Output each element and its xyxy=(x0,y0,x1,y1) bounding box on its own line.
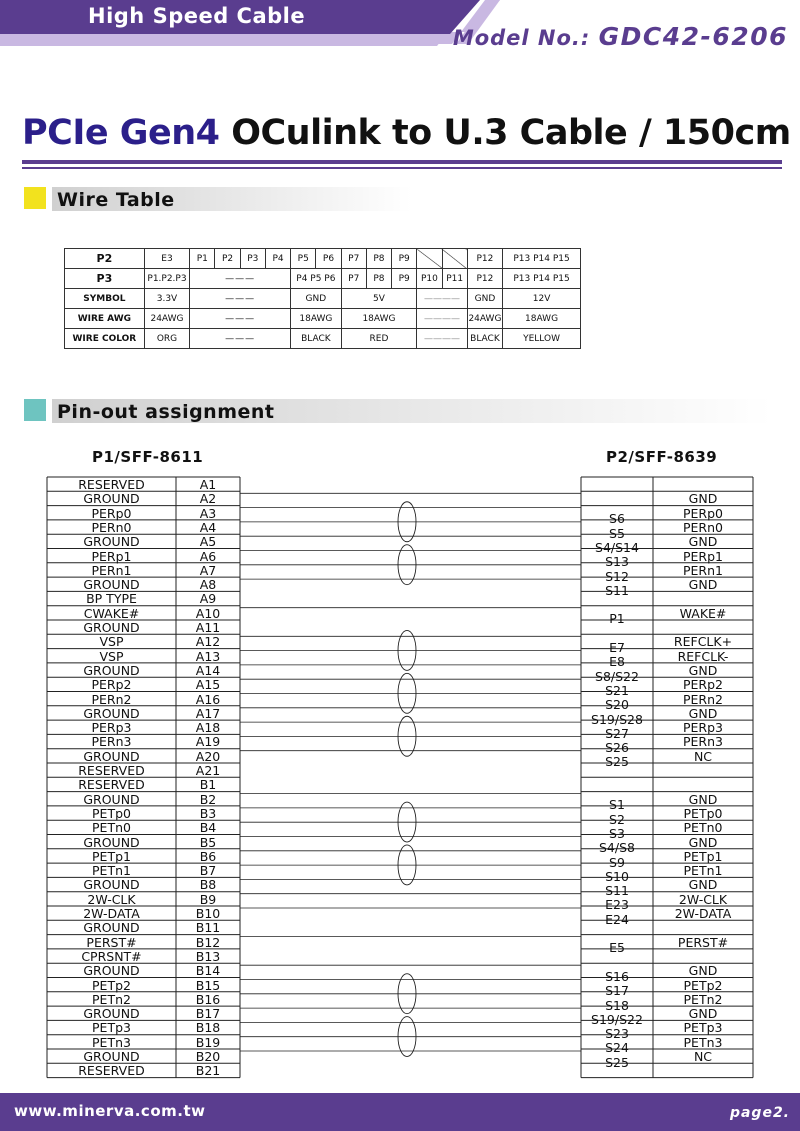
p2-pin: S25 xyxy=(605,1054,629,1070)
p1-signal-name: PERn2 xyxy=(91,691,132,707)
p1-pin: B9 xyxy=(199,891,217,907)
p1-signal-name: PERp0 xyxy=(91,505,132,521)
p2-pin: S26 xyxy=(605,740,629,756)
page-title-rest: OCulink to U.3 Cable / 150cm xyxy=(231,113,791,153)
model-number: GDC42-6206 xyxy=(598,22,788,51)
p2-signal-name: GND xyxy=(688,877,718,893)
p1-pin: A14 xyxy=(195,662,221,678)
p1-pin: B14 xyxy=(195,963,221,979)
p2-signal-name: PETn2 xyxy=(683,991,723,1007)
p1-signal-name: PETp0 xyxy=(92,805,131,821)
p1-signal-name: GROUND xyxy=(83,620,140,635)
p1-pin: A3 xyxy=(199,505,217,521)
p1-signal-name: GROUND xyxy=(83,534,140,550)
p1-signal-name: CWAKE# xyxy=(83,605,140,621)
p2-signal-name: REFCLK- xyxy=(677,648,729,664)
p2-connector-title: P2/SFF-8639 xyxy=(606,448,718,466)
header-title: High Speed Cable xyxy=(88,4,306,28)
cell: ——— xyxy=(190,309,291,329)
p2-pin: S19/S22 xyxy=(591,1011,643,1027)
p2-pin: S8/S22 xyxy=(595,668,639,684)
p2-signal-name: GND xyxy=(688,1006,718,1022)
p1-pin: B13 xyxy=(195,948,221,964)
p2-pin: S19/S28 xyxy=(591,711,643,727)
cell: P3 xyxy=(240,249,265,269)
row-label: P2 xyxy=(65,249,145,269)
p2-signal-name: PETn1 xyxy=(683,863,723,879)
p2-signal-name: 2W-DATA xyxy=(674,906,732,921)
p1-pin: B6 xyxy=(199,848,217,864)
p2-pin: S24 xyxy=(605,1040,629,1056)
p2-pin: S16 xyxy=(605,968,629,984)
p2-signal-name: PERp1 xyxy=(682,548,723,564)
p1-pin: A8 xyxy=(199,577,217,593)
p1-pin: A2 xyxy=(199,491,217,507)
p1-signal-name: GROUND xyxy=(83,834,140,850)
p1-signal-name: RESERVED xyxy=(78,777,145,793)
p1-pin: A6 xyxy=(199,548,217,564)
cell: YELLOW xyxy=(503,329,581,349)
cell: ———— xyxy=(417,329,467,349)
cell: ——— xyxy=(190,289,291,309)
p2-pin: S9 xyxy=(609,854,625,870)
p1-signal-name: PETp3 xyxy=(92,1020,131,1036)
p2-pin: E5 xyxy=(609,940,625,956)
cell: GND xyxy=(467,289,502,309)
p2-pin: S21 xyxy=(605,682,629,698)
cell: P7 xyxy=(341,269,366,289)
p2-signal-name: PERp2 xyxy=(682,677,723,693)
p2-signal-name: PERn0 xyxy=(683,519,723,535)
cell: 18AWG xyxy=(503,309,581,329)
row-label: WIRE COLOR xyxy=(65,329,145,349)
p1-signal-name: PERn1 xyxy=(91,562,132,578)
p1-pin: A15 xyxy=(195,677,221,693)
p1-pin: B21 xyxy=(195,1063,221,1079)
cell: P12 xyxy=(467,249,502,269)
p1-pin: A5 xyxy=(199,534,217,550)
cell: P1 xyxy=(190,249,215,269)
p2-signal-name: GND xyxy=(688,491,718,507)
p2-pin: S23 xyxy=(605,1026,629,1042)
p1-signal-name: VSP xyxy=(99,648,124,664)
p1-signal-name: GROUND xyxy=(83,877,140,893)
p1-pin: B8 xyxy=(199,877,217,893)
p1-signal-name: GROUND xyxy=(83,1006,140,1022)
p1-signal-name: PERp1 xyxy=(91,548,132,564)
p1-signal-name: GROUND xyxy=(83,662,140,678)
p2-signal-name: GND xyxy=(688,577,718,593)
p1-signal-name: RESERVED xyxy=(78,1063,145,1079)
p1-pin: A11 xyxy=(195,620,221,635)
cell: ——— xyxy=(190,329,291,349)
p1-pin: A7 xyxy=(199,562,217,578)
p1-signal-name: RESERVED xyxy=(78,477,145,492)
cell: P6 xyxy=(316,249,341,269)
p1-signal-name: PETn1 xyxy=(92,863,131,879)
wire-table-section-title: Wire Table xyxy=(57,189,175,211)
p1-signal-name: PERn3 xyxy=(91,734,132,750)
p1-pin: B16 xyxy=(195,991,221,1007)
p2-pin: S17 xyxy=(605,983,629,999)
p2-pin: S27 xyxy=(605,725,629,741)
cell: RED xyxy=(341,329,417,349)
cell: P13 P14 P15 xyxy=(503,249,581,269)
p2-pin: S4/S8 xyxy=(599,840,635,856)
p2-pin: S12 xyxy=(605,568,629,584)
p2-pin: E24 xyxy=(605,911,629,927)
p2-signal-name: GND xyxy=(688,662,718,678)
cell: P5 xyxy=(291,249,316,269)
p1-pin: A1 xyxy=(199,477,217,492)
p1-signal-name: BP TYPE xyxy=(86,591,137,607)
p1-pin: A19 xyxy=(195,734,221,750)
cell: BLACK xyxy=(467,329,502,349)
cell: ——— xyxy=(190,269,291,289)
p1-signal-name: 2W-CLK xyxy=(87,891,136,907)
p1-signal-name: PETp1 xyxy=(92,848,131,864)
model-label: Model No.: xyxy=(452,26,591,50)
p1-pin: A10 xyxy=(195,605,221,621)
p2-signal-name: 2W-CLK xyxy=(678,891,728,907)
p1-signal-name: GROUND xyxy=(83,577,140,593)
p1-pin: B2 xyxy=(199,791,217,807)
p2-pin: S10 xyxy=(605,868,629,884)
cell: P4 P5 P6 xyxy=(291,269,341,289)
p1-signal-name: PETn3 xyxy=(92,1034,131,1050)
p1-signal-name: PERp2 xyxy=(91,677,132,693)
cell: 5V xyxy=(341,289,417,309)
cell: ———— xyxy=(417,309,467,329)
p2-signal-name: PETn3 xyxy=(683,1034,723,1050)
p1-connector-title: P1/SFF-8611 xyxy=(92,448,204,466)
cell: GND xyxy=(291,289,341,309)
p1-signal-name: PETn0 xyxy=(92,820,131,836)
footer-url[interactable]: www.minerva.com.tw xyxy=(14,1102,206,1120)
p1-signal-name: PERp3 xyxy=(91,720,132,736)
p1-pin: A12 xyxy=(195,634,221,650)
p2-signal-name: PETp2 xyxy=(683,977,723,993)
p1-signal-name: GROUND xyxy=(83,748,140,764)
p2-pin: S1 xyxy=(609,797,625,813)
p1-signal-name: PETn2 xyxy=(92,991,131,1007)
p2-signal-name: PERp3 xyxy=(682,720,723,736)
p1-pin: A4 xyxy=(199,519,217,535)
p2-signal-name: WAKE# xyxy=(679,605,727,621)
p1-signal-name: VSP xyxy=(99,634,124,650)
cell: P4 xyxy=(265,249,290,269)
cell: ———— xyxy=(417,289,467,309)
p2-pin: S2 xyxy=(609,811,625,827)
cell: P13 P14 P15 xyxy=(503,269,581,289)
p2-signal-name: PETp3 xyxy=(683,1020,723,1036)
row-label: P3 xyxy=(65,269,145,289)
p2-pin: S5 xyxy=(609,525,625,541)
cell: BLACK xyxy=(291,329,341,349)
p2-pin: S4/S14 xyxy=(595,539,639,555)
footer-band xyxy=(0,1093,800,1131)
p1-pin: A21 xyxy=(195,763,221,778)
cell: 18AWG xyxy=(291,309,341,329)
p1-pin: B10 xyxy=(195,906,221,921)
p2-signal-name: GND xyxy=(688,791,718,807)
p1-signal-name: GROUND xyxy=(83,963,140,979)
p1-signal-name: PETp2 xyxy=(92,977,131,993)
p2-signal-name: PERST# xyxy=(677,934,729,950)
cell: ORG xyxy=(144,329,189,349)
p2-pin: S3 xyxy=(609,825,625,841)
page-number: page2. xyxy=(729,1105,790,1121)
p1-pin: B3 xyxy=(199,805,217,821)
p2-signal-name: PERn3 xyxy=(683,734,723,750)
row-label: SYMBOL xyxy=(65,289,145,309)
cell: P11 xyxy=(442,269,467,289)
p2-pin: S20 xyxy=(605,697,629,713)
p2-pin: P1 xyxy=(609,611,625,627)
p1-signal-name: GROUND xyxy=(83,491,140,507)
cell: 12V xyxy=(503,289,581,309)
p2-signal-name: PETp0 xyxy=(683,805,723,821)
p1-pin: B7 xyxy=(199,863,217,879)
p1-signal-name: 2W-DATA xyxy=(83,906,140,921)
p1-pin: A17 xyxy=(195,705,221,721)
p1-pin: B11 xyxy=(195,920,221,936)
cell: P1.P2.P3 xyxy=(144,269,189,289)
pinout-section-title: Pin-out assignment xyxy=(57,401,275,423)
p2-pin: E23 xyxy=(605,897,629,913)
p1-pin: A13 xyxy=(195,648,221,664)
p1-pin: B5 xyxy=(199,834,217,850)
p2-pin: S11 xyxy=(605,582,629,598)
p1-signal-name: PERST# xyxy=(86,934,137,950)
p1-pin: B1 xyxy=(199,777,217,793)
p2-signal-name: PERn1 xyxy=(683,562,723,578)
p2-pin: S18 xyxy=(605,997,629,1013)
p1-pin: B19 xyxy=(195,1034,221,1050)
cell: P10 xyxy=(417,269,442,289)
cell: 18AWG xyxy=(341,309,417,329)
p1-signal-name: GROUND xyxy=(83,791,140,807)
cell: P7 xyxy=(341,249,366,269)
cell: P12 xyxy=(467,269,502,289)
p1-signal-name: GROUND xyxy=(83,920,140,936)
p1-signal-name: GROUND xyxy=(83,705,140,721)
p1-signal-name: RESERVED xyxy=(78,763,145,778)
p2-signal-name: PERn2 xyxy=(683,691,723,707)
p2-signal-name: GND xyxy=(688,705,718,721)
p1-pin: A9 xyxy=(199,591,217,607)
cell: 24AWG xyxy=(467,309,502,329)
p2-signal-name: PETp1 xyxy=(683,848,723,864)
cell: P8 xyxy=(366,249,391,269)
row-label: WIRE AWG xyxy=(65,309,145,329)
p1-pin: B18 xyxy=(195,1020,221,1036)
p1-pin: B17 xyxy=(195,1006,221,1022)
p1-pin: A18 xyxy=(195,720,221,736)
p2-signal-name: REFCLK+ xyxy=(673,634,733,650)
p2-pin: E7 xyxy=(609,640,625,656)
p1-pin: B4 xyxy=(199,820,217,836)
p2-pin: S13 xyxy=(605,554,629,570)
p1-signal-name: GROUND xyxy=(83,1049,140,1064)
p1-signal-name: PERn0 xyxy=(91,519,132,535)
p2-pin: S11 xyxy=(605,883,629,899)
p2-signal-name: GND xyxy=(688,834,718,850)
cell: P9 xyxy=(392,249,417,269)
cell: 3.3V xyxy=(144,289,189,309)
p1-signal-name: CPRSNT# xyxy=(81,948,142,964)
page-title-gen: PCIe Gen4 xyxy=(22,113,220,153)
p2-pin: S6 xyxy=(609,511,625,527)
p2-signal-name: PETn0 xyxy=(683,820,723,836)
p1-pin: B20 xyxy=(195,1049,221,1064)
p2-signal-name: GND xyxy=(688,963,718,979)
p2-signal-name: GND xyxy=(688,534,718,550)
p2-pin: S25 xyxy=(605,754,629,770)
p2-signal-name: NC xyxy=(693,1049,713,1064)
cell: 24AWG xyxy=(144,309,189,329)
p1-pin: B12 xyxy=(195,934,221,950)
cell: E3 xyxy=(144,249,189,269)
cell: P2 xyxy=(215,249,240,269)
cell: P9 xyxy=(392,269,417,289)
p1-pin: A20 xyxy=(195,748,221,764)
p2-signal-name: NC xyxy=(693,748,713,764)
p1-pin: B15 xyxy=(195,977,221,993)
p1-pin: A16 xyxy=(195,691,221,707)
p2-signal-name: PERp0 xyxy=(682,505,723,521)
cell: P8 xyxy=(366,269,391,289)
p2-pin: E8 xyxy=(609,654,625,670)
